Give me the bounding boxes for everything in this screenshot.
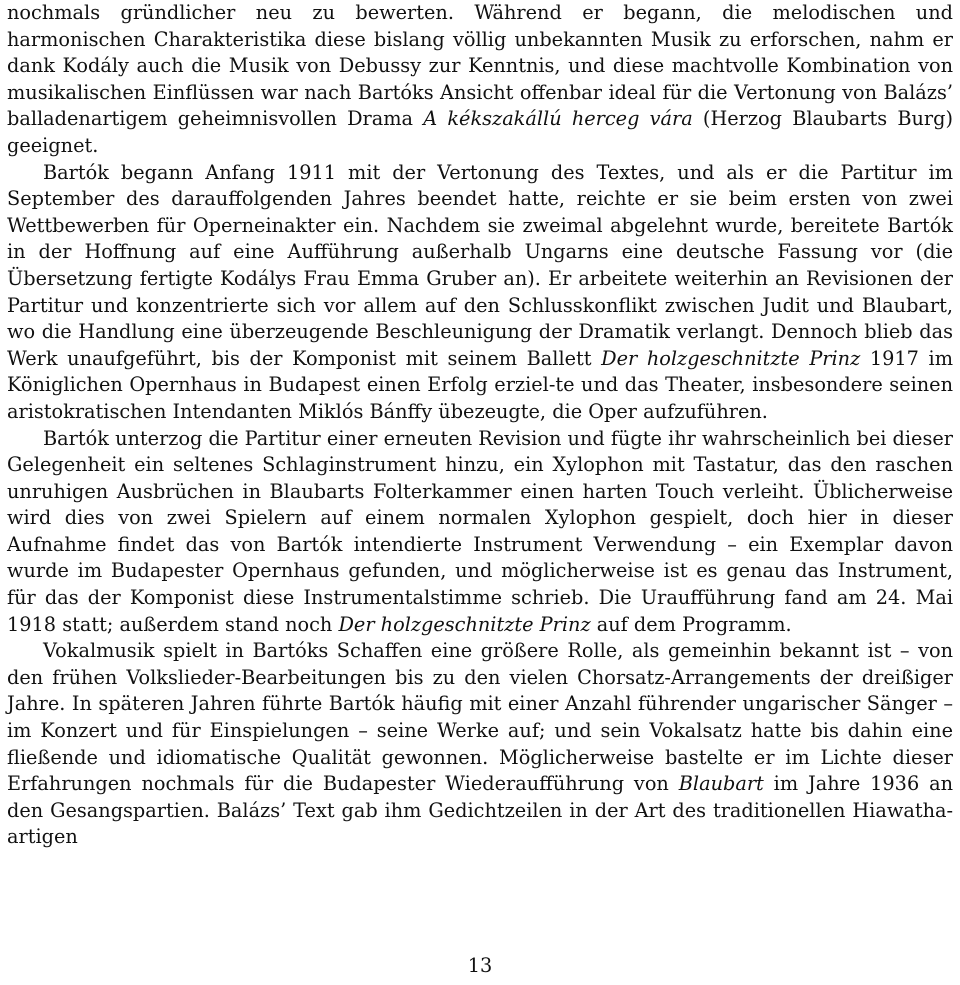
paragraph: [7, 160, 953, 426]
paragraph-text: (Herzog Blaubarts Burg) geeignet.: [7, 107, 954, 157]
document-body: [7, 0, 953, 851]
paragraph-text: Bartók unterzog die Partitur einer erneuten Revision und fügte ihr wahrscheinlich bei dieser Gelegenheit ein seltenes Schlaginstrument hinzu, ein Xylophon mit Tastatur, das den raschen unruhigen Ausbrüchen in Blaubarts Folterkammer einen harten Touch verleiht. Üblicherweise wird dies von zwei Spielern auf einem normalen Xylophon gespielt, doch hier in dieser Aufnahme findet das von Bartók intendierte Instrument Verwendung – ein Exemplar davon wurde im Budapester Opernhaus gefunden, und möglicherweise ist es genau das Instrument, für das der Komponist diese Instrumentalstimme schrieb. Die Uraufführung fand am 24. Mai 1918 statt; außerdem stand noch: [7, 426, 953, 636]
paragraph-text: Vokalmusik spielt in Bartóks Schaffen eine größere Rolle, als gemeinhin bekannt ist – von den frühen Volkslieder-Bearbeitungen bis zu den vielen Chorsatz-Arrangements der dreißiger Jahre. In späteren Jahren führte Bartók häufig mit einer Anzahl führender ungarischer Sänger – im Konzert und für Einspielungen – seine Werke auf; und sein Vokalsatz hatte bis dahin eine fließende und idiomatische Qualität gewonnen. Möglicherweise bastelte er im Lichte dieser Erfahrungen nochmals für die Budapester Wiederaufführung von: [7, 639, 953, 796]
paragraph: [7, 426, 953, 639]
page-number: 13: [467, 954, 493, 977]
opera-title-italic: A kékszakállú herceg vára: [423, 107, 693, 131]
paragraph-text: Bartók begann Anfang 1911 mit der Vertonung des Textes, und als er die Partitur im September des darauffolgenden Jahres beendet hatte, reichte er sie beim ersten von zwei Wettbewerben für Operneinakter ein. Nachdem sie zweimal abgelehnt wurde, bereitete Bartók in der Hoffnung auf eine Aufführung außerhalb Ungarns eine deutsche Fassung vor (die Übersetzung fertigte Kodálys Frau Emma Gruber an). Er arbeitete weiterhin an Revisionen der Partitur und konzentrierte sich vor allem auf den Schlusskonflikt zwischen Judit und Blaubart, wo die Handlung eine überzeugende Beschleunigung der Dramatik verlangt. Dennoch blieb das Werk unaufgeführt, bis der Komponist mit seinem Ballett: [7, 160, 953, 370]
ballet-title-italic: Der holzgeschnitzte Prinz: [601, 346, 861, 370]
paragraph: [7, 638, 953, 851]
paragraph-text: auf dem Programm.: [590, 612, 792, 636]
paragraph-text: nochmals gründlicher neu zu bewerten. Während er begann, die melodischen und harmonischen Charakteristika diese bislang völlig unbekannten Musik zu erforschen, nahm er dank Kodály auch die Musik von Debussy zur Kenntnis, und diese machtvolle Kombination von musikalischen Einflüssen war nach Bartóks Ansicht offenbar ideal für die Vertonung von Balázs’ balladenartigem geheimnisvollen Drama: [7, 1, 953, 131]
ballet-title-italic: Der holzgeschnitzte Prinz: [338, 612, 591, 636]
paragraph-text: im Jahre 1936 an den Gesangspartien. Balázs’ Text gab ihm Gedichtzeilen in der Art des traditionellen Hiawatha-artigen: [7, 772, 954, 849]
opera-title-italic: Blaubart: [678, 772, 764, 796]
paragraph: [7, 0, 953, 160]
paragraph-text: 1917 im Königlichen Opernhaus in Budapest einen Erfolg erziel-te und das Theater, insbesondere seinen aristokratischen Intendanten Miklós Bánffy übezeugte, die Oper aufzuführen.: [7, 346, 954, 423]
